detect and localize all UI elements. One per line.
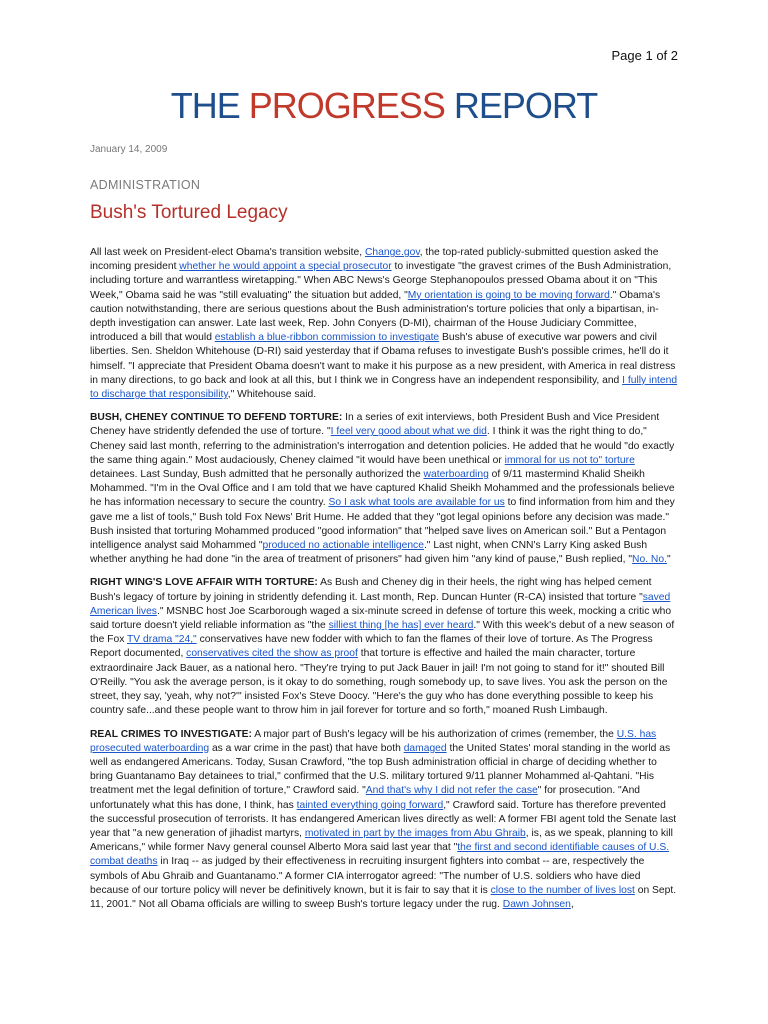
issue-date: January 14, 2009	[90, 144, 168, 155]
text: conservatives have new fodder with which to fan the flames of their love of torture. As The Progress Report documented,	[90, 634, 653, 660]
link-lives-lost[interactable]: close to the number of lives lost	[490, 884, 635, 896]
text: that torture is effective and hailed the main character, torture extraordinaire Jack Bauer, as a national hero. "They're trying to put Jack Bauer in jail! I'm not going to stand for it!" shouted Bill O'Reilly. "You ask the average person, is it okay to do something, rough somebody up, to save lives. You ask the person on the street, they say, 'yeah, why not?'" insisted Fox's Steve Doocy. "Here's the guy who has done everything possible to keep his country safe...and these people want to throw him in jail forever for torture and so forth," moaned Rush Limbaugh.	[90, 648, 668, 717]
paragraph-right-wing	[90, 576, 680, 718]
article-body	[90, 246, 680, 921]
link-feel-good[interactable]: I feel very good about what we did	[330, 426, 487, 438]
link-moving-forward[interactable]: My orientation is going to be moving forward	[407, 289, 610, 301]
text: detainees. Last Sunday, Bush admitted that he personally authorized the	[90, 469, 424, 481]
text: ." With this week's debut of a new season of the Fox	[90, 620, 675, 646]
text: to investigate "the gravest crimes of the Bush Administration, including torture and warrantless wiretapping." When ABC News's George Stephanopoulos pressed Obama about it on "This Week," Obama said he was "still evaluating" the situation but added, "	[90, 261, 672, 301]
subhead: BUSH, CHENEY CONTINUE TO DEFEND TORTURE:	[90, 412, 343, 424]
text: , the top-rated publicly-submitted question asked the incoming president	[90, 247, 659, 273]
section-label: ADMINISTRATION	[90, 178, 201, 192]
link-no-no[interactable]: No. No.	[632, 554, 667, 566]
text: to find information from him and they gave me a list of tools," Bush told Fox News' Brit Hume. He added that they "got legal opinions before any decision was made." Bush insisted that torturing Mohammed produced "good information" that "helped save lives on American soil." But a Pentagon intelligence analyst said Mohammed "	[90, 497, 675, 552]
text: ," Whitehouse said.	[227, 389, 317, 401]
text: in Iraq -- as judged by their effectiveness in recruiting insurgent fighters into combat -- are, respectively the symbols of Abu Ghraib and Guantanamo." A former CIA interrogator agreed: "The number of U.S. soldiers who have died because of our torture policy will never be definitively known, but it is fair to say that it is	[90, 856, 645, 896]
paragraph-intro	[90, 246, 680, 402]
text: Bush's abuse of executive war powers and civil liberties. Sen. Sheldon Whitehouse (D-RI) said yesterday that if Obama refuses to investigate Bush's possible crimes, he'll do it himself. "I appreciate that President Obama doesn't want to make it his purpose as a new president, with America in real distress in many directions, to go back and look at all this, but I think we in Congress have an independent responsibility, and	[90, 332, 676, 386]
text: ." Last night, when CNN's Larry King asked Bush whether anything he had done "in the area of treatment of prisoners" had given him "any kind of pause," Bush replied, "	[90, 540, 648, 566]
text: ," Crawford said. Torture has therefore prevented the successful prosecution of terrorists. It has endangered American lives directly as well: A former FBI agent told the Senate last year that "a new generation of jihadist martyrs,	[90, 799, 677, 839]
subhead: REAL CRIMES TO INVESTIGATE:	[90, 728, 252, 740]
link-discharge-responsibility[interactable]: I fully intend to discharge that responsibility	[90, 374, 678, 401]
masthead-progress: PROGRESS	[248, 85, 445, 126]
text: on Sept. 11, 2001." Not all Obama officials are willing to sweep Bush's torture legacy under the rug.	[90, 884, 677, 910]
text: "	[666, 554, 671, 566]
link-tainted-everything[interactable]: tainted everything going forward	[296, 799, 444, 811]
paragraph-defend-torture	[90, 411, 680, 567]
link-show-as-proof[interactable]: conservatives cited the show as proof	[186, 648, 358, 660]
text: as a war crime in the past) that have both	[209, 742, 404, 754]
text: . I think it was the right thing to do," Cheney said last month, referring to the administration's interrogation and detention policies. He added that he would "do exactly the same thing again." Most audaciously, Cheney claimed "it would have been unethical or	[90, 426, 675, 466]
text: the United States' moral standing in the world as well as endangered Americans. Today, Susan Crawford, "the top Bush administration official in charge of deciding whether to bring Guantanamo Bay detainees to trial," confirmed that the U.S. military tortured 9/11 planner Mohammed al-Qahtani. "His treatment met the legal definition of torture," Crawford said. "	[90, 742, 671, 797]
article-headline: Bush's Tortured Legacy	[90, 202, 288, 223]
link-damaged[interactable]: damaged	[403, 742, 447, 754]
link-combat-deaths[interactable]: the first and second identifiable causes of U.S. combat deaths	[90, 842, 670, 868]
paragraph-real-crimes	[90, 728, 680, 913]
link-abu-ghraib-images[interactable]: motivated in part by the images from Abu Ghraib	[304, 827, 526, 839]
link-tools-available[interactable]: So I ask what tools are available for us	[328, 497, 505, 509]
page-number: Page 1 of 2	[611, 48, 678, 63]
link-change-gov[interactable]: Change.gov	[364, 247, 420, 258]
link-waterboarding[interactable]: waterboarding	[423, 469, 489, 481]
link-silliest-thing[interactable]: silliest thing [he has] ever heard	[328, 620, 474, 632]
text: ,	[570, 898, 574, 910]
link-not-refer-case[interactable]: And that's why I did not refer the case	[365, 785, 538, 797]
text: of 9/11 mastermind Khalid Sheikh Mohammed. "I'm in the Oval Office and I am told that we have captured Khalid Sheikh Mohammed and the professionals believe he has information necessary to secure the country.	[90, 469, 675, 509]
text: , is, as we speak, planning to kill Americans," while former Navy general counsel Alberto Mora said last year that "	[90, 827, 673, 854]
link-prosecuted-waterboarding[interactable]: U.S. has prosecuted waterboarding	[90, 728, 657, 754]
subhead: RIGHT WING'S LOVE AFFAIR WITH TORTURE:	[90, 577, 318, 589]
link-no-actionable-intelligence[interactable]: produced no actionable intelligence	[262, 540, 424, 552]
link-immoral[interactable]: immoral for us not to" torture	[504, 454, 635, 466]
link-saved-lives[interactable]: saved American lives	[90, 591, 671, 617]
link-special-prosecutor[interactable]: whether he would appoint a special prosecutor	[179, 261, 392, 273]
text: All last week on President-elect Obama's transition website,	[90, 247, 365, 258]
text: " for prosecution. "And unfortunately what this has done, I think, has	[90, 785, 641, 811]
link-tv-drama-24[interactable]: TV drama "24,"	[127, 634, 197, 646]
link-blue-ribbon-commission[interactable]: establish a blue-ribbon commission to investigate	[214, 332, 440, 344]
text: ." MSNBC host Joe Scarborough waged a six-minute screed in defense of torture this week, mocking a critic who said torture doesn't yield reliable information as "the	[90, 605, 672, 632]
masthead-logo	[0, 86, 768, 126]
text: A major part of Bush's legacy will be his authorization of crimes (remember, the	[251, 728, 617, 740]
masthead-report: REPORT	[453, 85, 598, 126]
masthead-the: THE	[170, 85, 240, 126]
text: In a series of exit interviews, both President Bush and Vice President Cheney have stridently defended the use of torture. "	[90, 412, 660, 438]
text: As Bush and Cheney dig in their heels, the right wing has helped cement Bush's legacy of torture by joining in stridently defending it. Last month, Rep. Duncan Hunter (R-CA) insisted that torture "	[90, 577, 652, 603]
link-dawn-johnsen[interactable]: Dawn Johnsen	[502, 898, 571, 910]
text: ." Obama's caution notwithstanding, there are serious questions about the Bush administration's torture policies that only a bipartisan, in-depth investigation can answer. Late last week, Rep. John Conyers (D-MI), chairman of the House Judiciary Committee, introduced a bill that would	[90, 289, 661, 344]
